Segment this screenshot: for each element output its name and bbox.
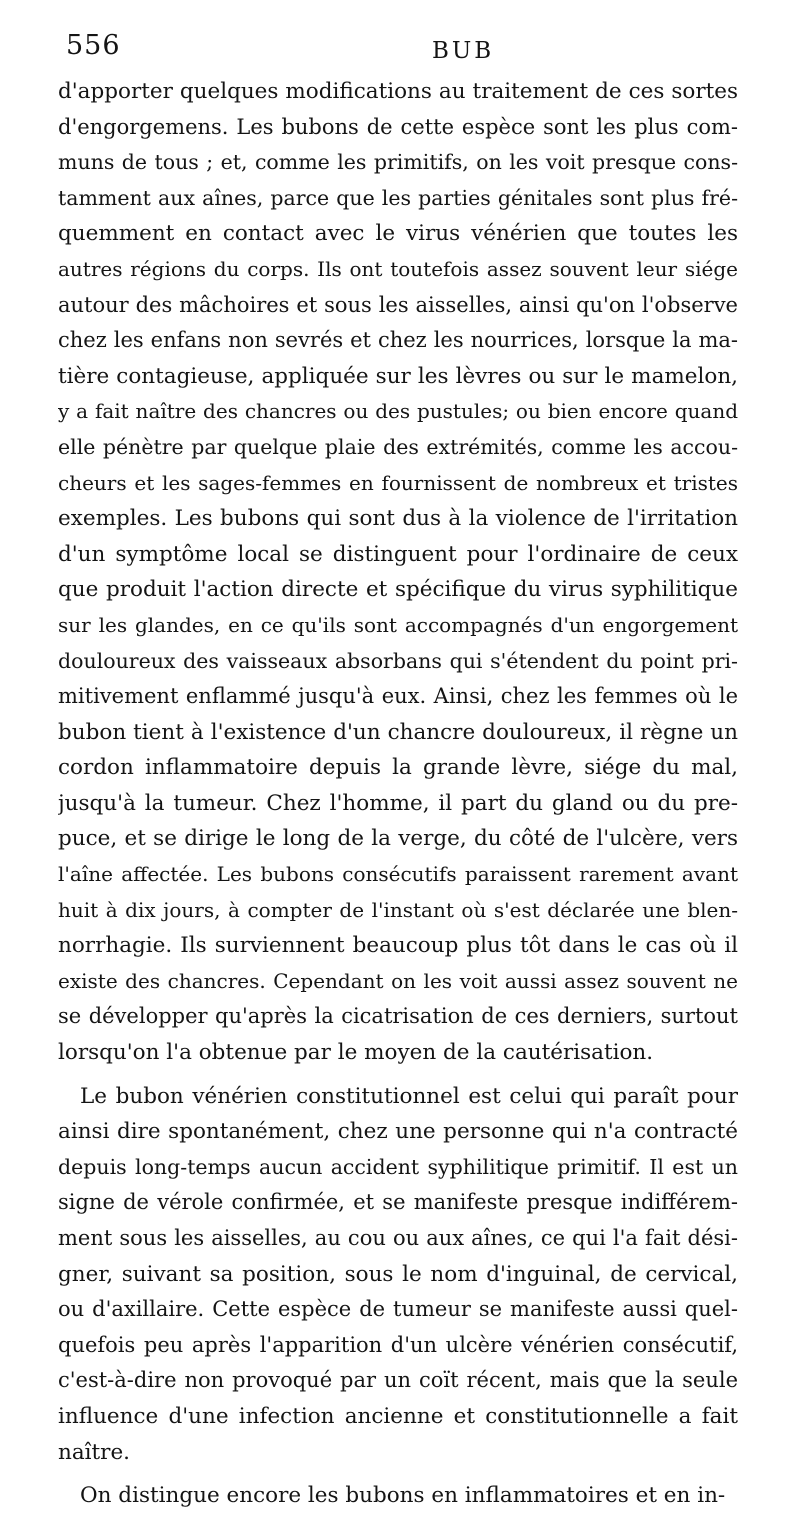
text-line: mitivement enflammé jusqu'à eux. Ainsi, chez les femmes où le: [58, 684, 738, 709]
text-line: Le bubon vénérien constitutionnel est celui qui paraît pour: [80, 1083, 738, 1109]
text-line: autres régions du corps. Ils ont toutefois assez souvent leur siége: [58, 256, 738, 281]
text-line: autour des mâchoires et sous les aisselles, ainsi qu'on l'observe: [58, 292, 738, 317]
text-line: influence d'une infection ancienne et constitutionnelle a fait: [58, 1403, 738, 1429]
text-line: puce, et se dirige le long de la verge, du côté de l'ulcère, vers: [58, 826, 738, 852]
text-line: d'un symptôme local se distinguent pour l'ordinaire de ceux: [58, 541, 738, 567]
text-line: muns de tous ; et, comme les primitifs, on les voit presque cons-: [58, 150, 738, 175]
text-line: quefois peu après l'apparition d'un ulcère vénérien consécutif,: [58, 1332, 738, 1357]
paragraph-gap: [58, 1071, 738, 1079]
text-line: ainsi dire spontanément, chez une personne qui n'a contracté: [58, 1119, 738, 1145]
text-line: lorsqu'on l'a obtenue par le moyen de la cautérisation.: [58, 1040, 654, 1066]
page-number: 556: [66, 30, 121, 61]
text-line: gner, suivant sa position, sous le nom d'inguinal, de cervical,: [58, 1261, 738, 1287]
text-line: cordon inflammatoire depuis la grande lèvre, siége du mal,: [58, 755, 738, 781]
paragraph-gap: [58, 1470, 738, 1478]
text-line: c'est-à-dire non provoqué par un coït récent, mais que la seule: [58, 1368, 738, 1393]
text-line: bubon tient à l'existence d'un chancre douloureux, il règne un: [58, 719, 738, 745]
running-head: BUB: [432, 38, 495, 64]
text-line: d'apporter quelques modifications au traitement de ces sortes: [58, 79, 738, 104]
text-line: sur les glandes, en ce qu'ils sont accompagnés d'un engorgement: [58, 612, 738, 637]
text-line: existe des chancres. Cependant on les voit aussi assez souvent ne: [58, 968, 738, 993]
text-line: se développer qu'après la cicatrisation de ces derniers, surtout: [58, 1004, 738, 1029]
page-header: [60, 30, 740, 70]
text-line: elle pénètre par quelque plaie des extrémités, comme les accou-: [58, 434, 738, 459]
text-line: jusqu'à la tumeur. Chez l'homme, il part du gland ou du pre-: [58, 790, 738, 816]
text-line: tamment aux aînes, parce que les parties génitales sont plus fré-: [58, 185, 738, 210]
paragraph: [58, 1079, 738, 1471]
text-line: d'engorgemens. Les bubons de cette espèce sont les plus com-: [58, 114, 738, 139]
text-line: cheurs et les sages-femmes en fournissent de nombreux et tristes: [58, 470, 738, 495]
text-line: que produit l'action directe et spécifique du virus syphilitique: [58, 577, 738, 603]
text-line: ment sous les aisselles, au cou ou aux aînes, ce qui l'a fait dési-: [58, 1226, 738, 1250]
text-line: exemples. Les bubons qui sont dus à la violence de l'irritation: [58, 506, 738, 532]
text-line: y a fait naître des chancres ou des pustules; ou bien encore quand: [58, 399, 738, 424]
text-line: depuis long-temps aucun accident syphilitique primitif. Il est un: [58, 1154, 738, 1179]
text-line: chez les enfans non sevrés et chez les nourrices, lorsque la ma-: [58, 328, 738, 353]
text-line: tière contagieuse, appliquée sur les lèvres ou sur le mamelon,: [58, 363, 738, 389]
text-line: signe de vérole confirmée, et se manifeste presque indifférem-: [58, 1190, 738, 1215]
body-text: [58, 74, 738, 1514]
text-line: On distingue encore les bubons en inflammatoires et en in-: [80, 1483, 726, 1509]
text-line: l'aîne affectée. Les bubons consécutifs paraissent rarement avant: [58, 862, 738, 887]
text-line: ou d'axillaire. Cette espèce de tumeur se manifeste aussi quel-: [58, 1297, 738, 1322]
text-line: norrhagie. Ils surviennent beaucoup plus tôt dans le cas où il: [58, 933, 738, 959]
text-line: quemment en contact avec le virus vénérien que toutes les: [58, 221, 738, 247]
text-line: huit à dix jours, à compter de l'instant où s'est déclarée une blen-: [58, 897, 738, 922]
paragraph: [58, 1478, 738, 1514]
paragraph: [58, 74, 738, 1071]
text-line: douloureux des vaisseaux absorbans qui s'étendent du point pri-: [58, 648, 738, 673]
text-line: naître.: [58, 1439, 131, 1465]
